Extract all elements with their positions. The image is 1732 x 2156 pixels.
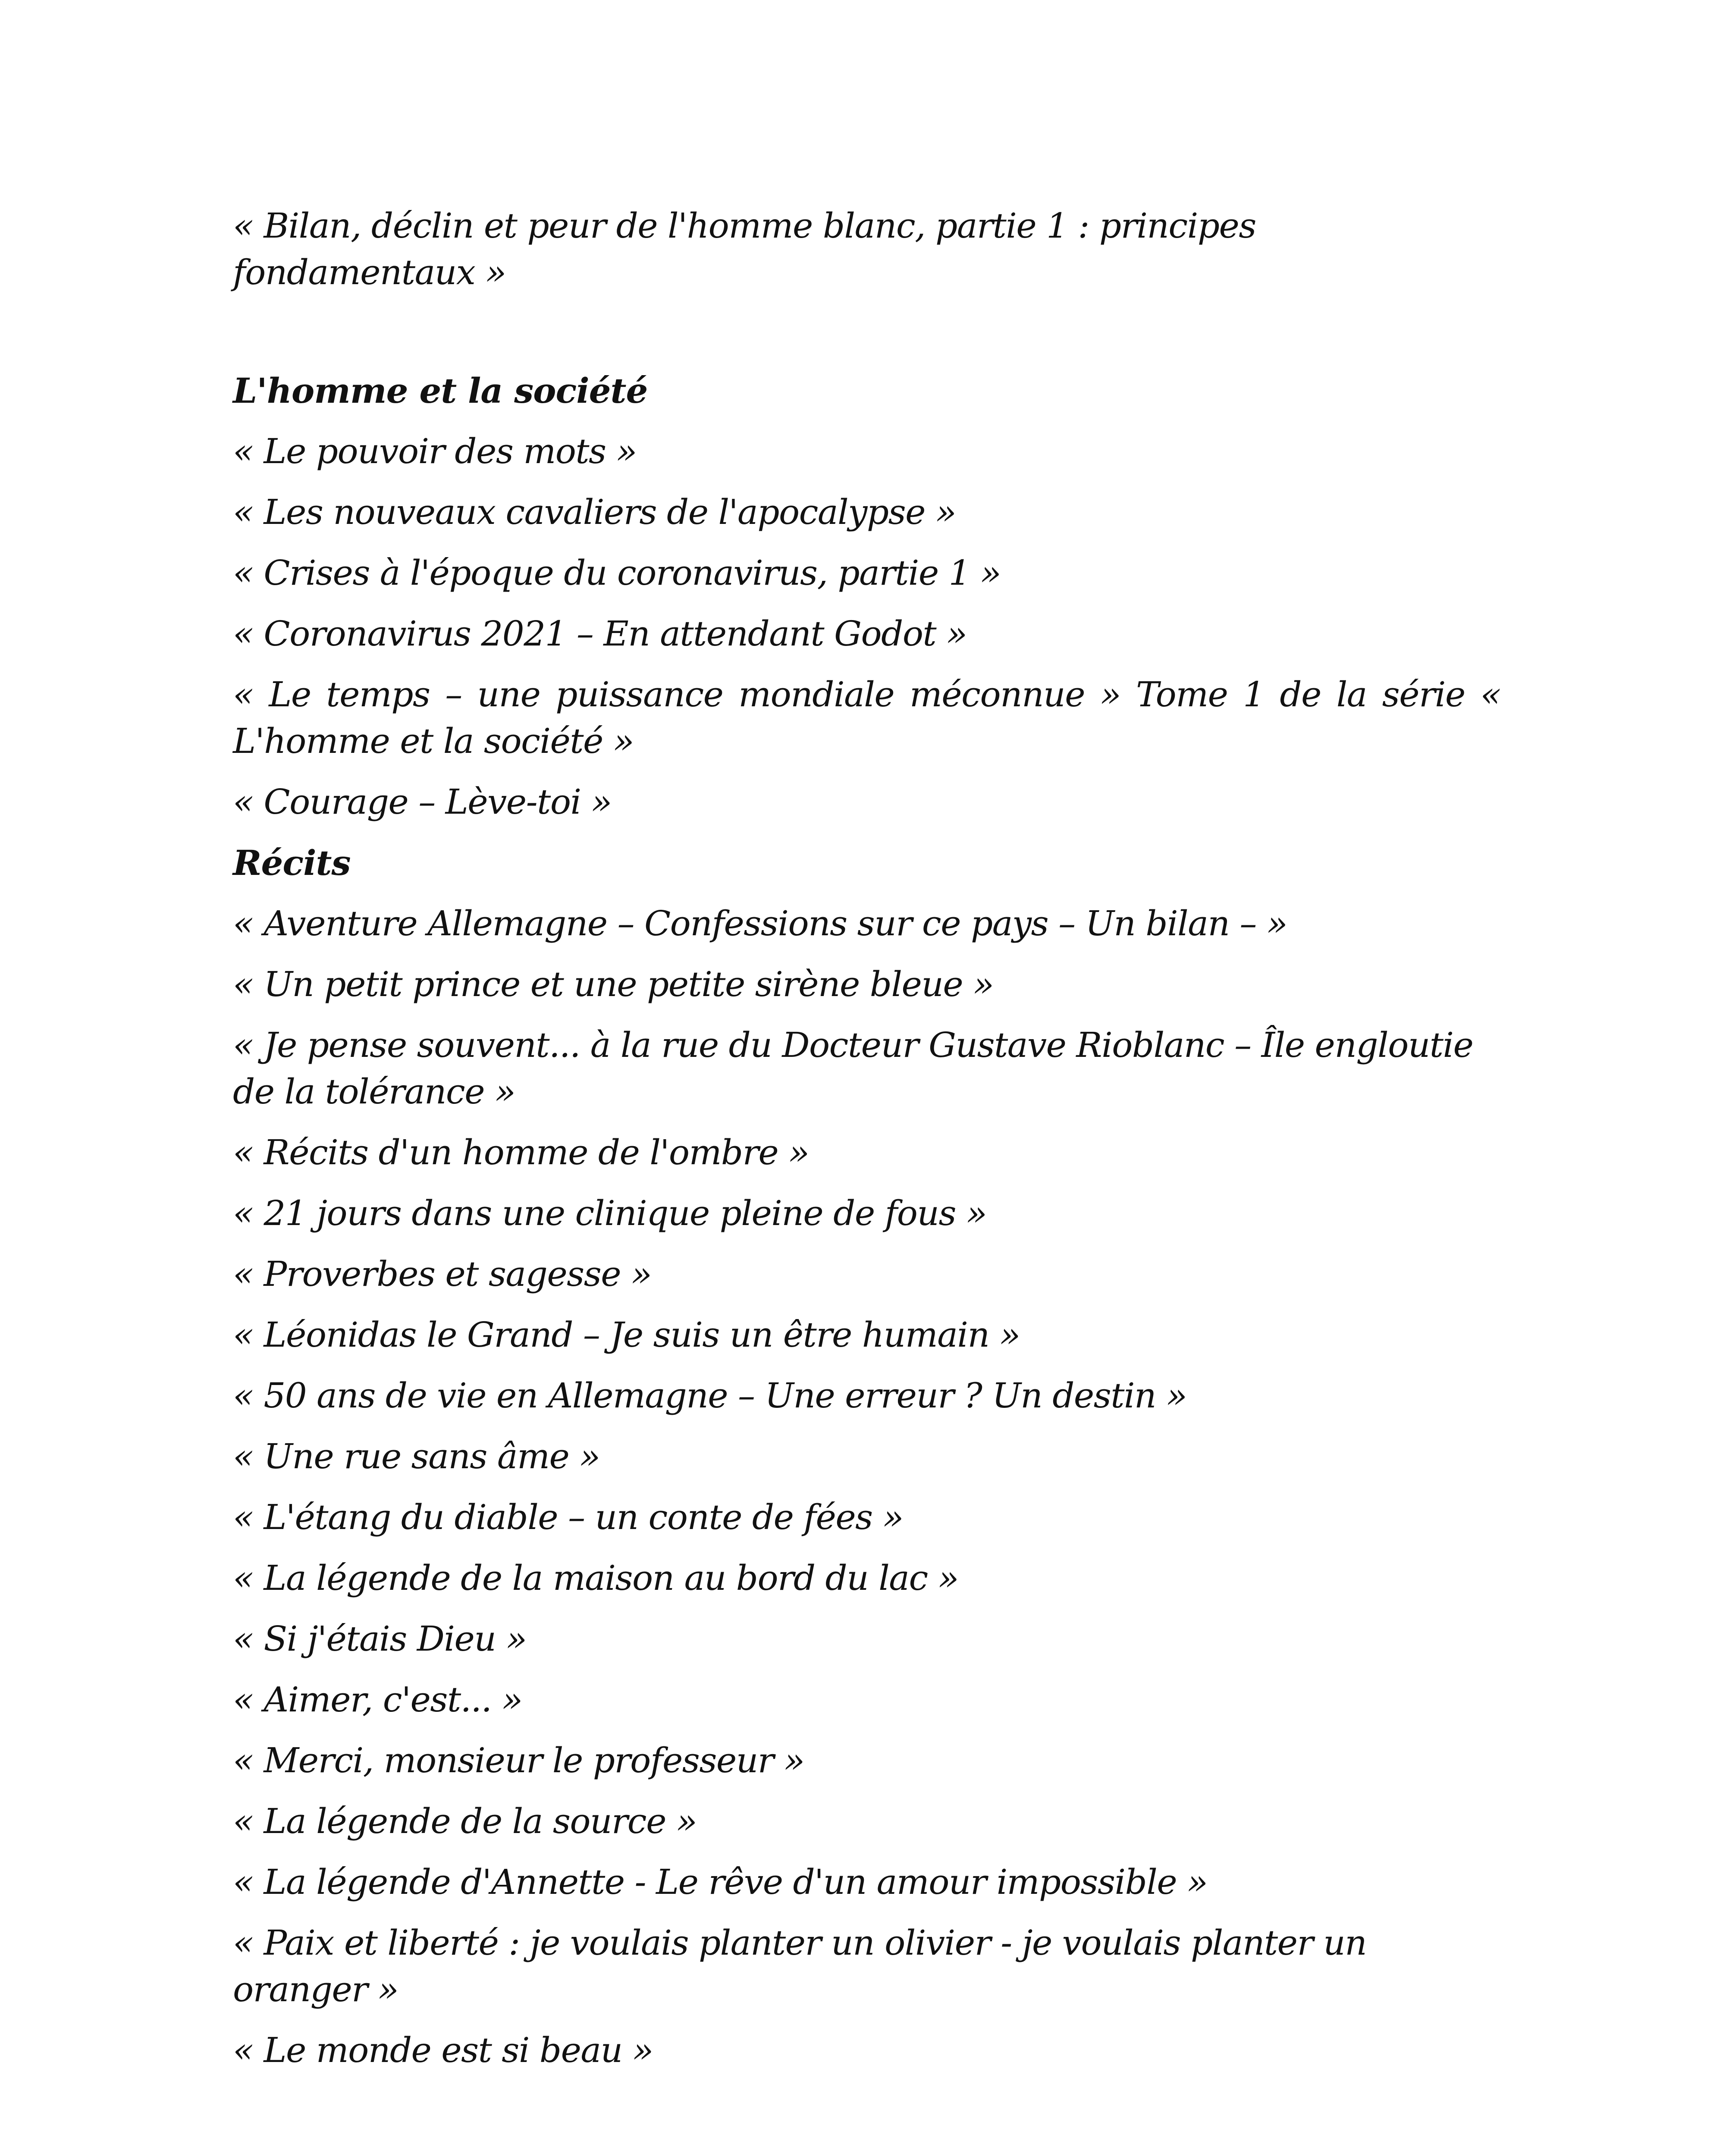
list-item: « Proverbes et sagesse » — [233, 1254, 652, 1294]
list-item: « Le pouvoir des mots » — [233, 431, 637, 471]
list-item: « La légende de la maison au bord du lac » — [233, 1558, 959, 1598]
list-item: « Crises à l'époque du coronavirus, partie 1 » — [233, 553, 1001, 593]
list-item: « Récits d'un homme de l'ombre » — [233, 1132, 809, 1172]
list-item: « Le temps – une puissance mondiale méconnue » Tome 1 de la série « L'homme et la société » — [233, 674, 1501, 761]
list-item: « Coronavirus 2021 – En attendant Godot » — [233, 614, 967, 654]
list-item: « Je pense souvent... à la rue du Docteur Gustave Rioblanc – Île engloutie de la tolérance » — [233, 1025, 1473, 1112]
list-item: « Courage – Lève-toi » — [233, 782, 612, 822]
list-item: « Léonidas le Grand – Je suis un être humain » — [233, 1315, 1020, 1355]
list-item: « Si j'étais Dieu » — [233, 1619, 527, 1659]
list-item: « Les nouveaux cavaliers de l'apocalypse » — [233, 492, 956, 532]
book-list — [233, 203, 1501, 2088]
list-item: « 21 jours dans une clinique pleine de fous » — [233, 1193, 987, 1233]
section-recits — [233, 840, 1501, 2074]
list-item: « Merci, monsieur le professeur » — [233, 1740, 804, 1780]
list-item: « Paix et liberté : je voulais planter un olivier - je voulais planter un oranger » — [233, 1923, 1367, 2009]
section-homme-societe — [233, 367, 1501, 825]
list-item: « Aventure Allemagne – Confessions sur ce pays – Un bilan – » — [233, 903, 1287, 943]
list-item: « 50 ans de vie en Allemagne – Une erreur ? Un destin » — [233, 1376, 1187, 1416]
intro-entry: « Bilan, déclin et peur de l'homme blanc, partie 1 : principes fondamentaux » — [233, 206, 1256, 292]
list-item: « Le monde est si beau » — [233, 2030, 653, 2070]
list-item: « Une rue sans âme » — [233, 1436, 600, 1476]
list-item: « L'étang du diable – un conte de fées » — [233, 1497, 904, 1537]
list-item: « La légende d'Annette - Le rêve d'un amour impossible » — [233, 1862, 1208, 1902]
section-heading: L'homme et la société — [233, 370, 648, 411]
list-item: « La légende de la source » — [233, 1801, 697, 1841]
list-item: « Un petit prince et une petite sirène bleue » — [233, 964, 994, 1004]
list-item: « Aimer, c'est... » — [233, 1680, 522, 1720]
section-heading: Récits — [233, 843, 351, 883]
